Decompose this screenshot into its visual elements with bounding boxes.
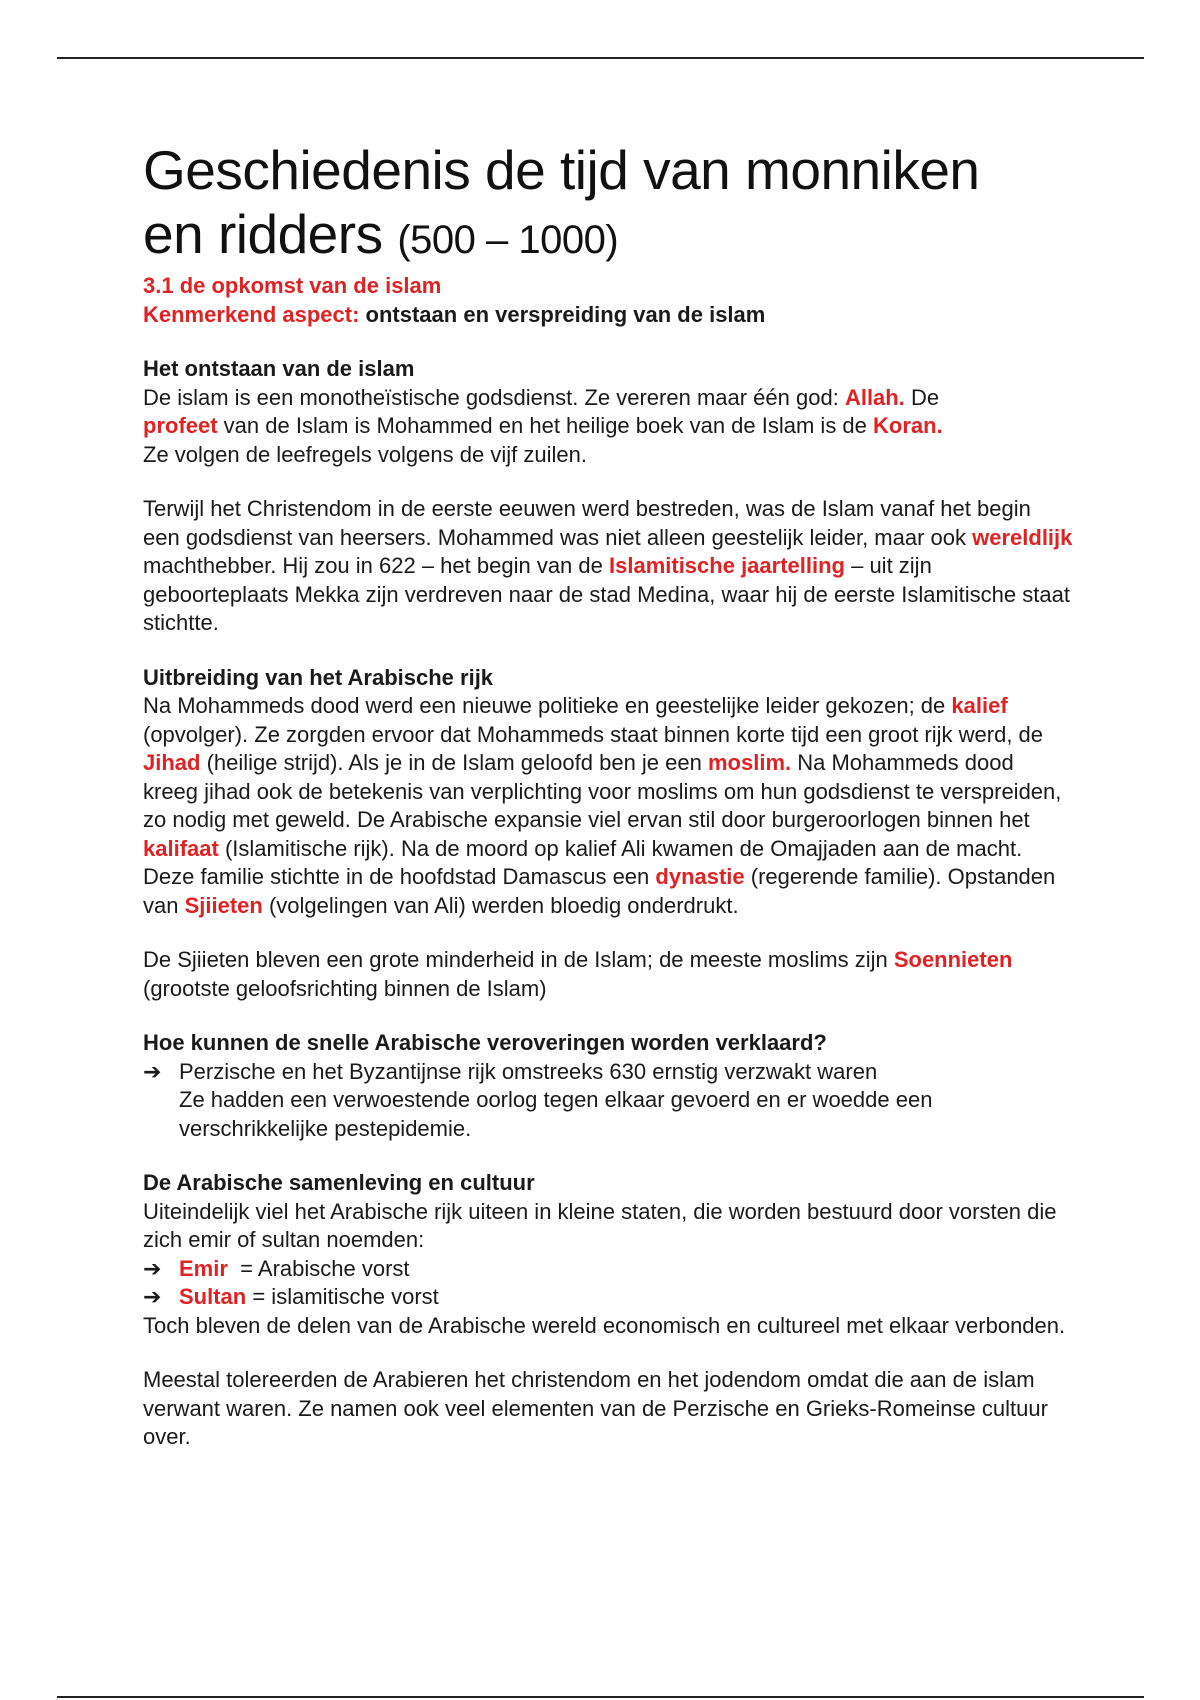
list-item: ➔ Emir = Arabische vorst (143, 1255, 1073, 1284)
aspect-text: ontstaan en verspreiding van de islam (365, 301, 766, 327)
aspect-label: Kenmerkend aspect: (143, 301, 360, 327)
title-years: (500 – 1000) (397, 218, 619, 262)
bottom-rule (57, 1696, 1144, 1698)
keyword-sultan: Sultan (179, 1284, 247, 1309)
keyword-emir: Emir (179, 1255, 228, 1281)
keyword-islamitische-jaartelling: Islamitische jaartelling (609, 553, 845, 578)
list-item: ➔ Sultan = islamitische vorst (143, 1283, 1073, 1312)
keyword-wereldlijk: wereldlijk (972, 524, 1073, 550)
keyword-allah: Allah. (844, 384, 905, 410)
keyword-dynastie: dynastie (655, 864, 745, 889)
paragraph-samenleving-2: Toch bleven de delen van de Arabische wereld economisch en cultureel met elkaar verbonden. (143, 1312, 1066, 1338)
section-heading-uitbreiding: Uitbreiding van het Arabische rijk (143, 664, 494, 690)
keyword-profeet: profeet (143, 413, 218, 438)
paragraph-uitbreiding-1: Na Mohammeds dood werd een nieuwe politieke en geestelijke leider gekozen; de kalief (opvolger). Ze zorgden ervoor dat Mohammeds staat binnen korte tijd een groot rijk werd, de Jihad (heilige strijd). Als je in de Islam geloofd ben je een moslim. Na Mohammeds dood kreeg jihad ook de betekenis van verplichting voor moslims om hun godsdienst te verspreiden, zo nodig met geweld. De Arabische expansie viel ervan stil door burgeroorlogen binnen het kalifaat (Islamitische rijk). Na de moord op kalief Ali kwamen de Omajjaden aan de macht. Deze familie stichtte in de hoofdstad Damascus een dynastie (regerende familie). Opstanden van Sjiieten (volgelingen van Ali) werden bloedig onderdrukt. (143, 693, 1062, 918)
title-line-2: en ridders (143, 203, 383, 265)
arrow-right-icon: ➔ (143, 1284, 162, 1309)
section-heading-veroveringen: Hoe kunnen de snelle Arabische veroveringen worden verklaard? (143, 1030, 827, 1055)
section-heading-samenleving: De Arabische samenleving en cultuur (143, 1170, 535, 1195)
keyword-moslim: moslim. (707, 750, 792, 775)
keyword-jihad: Jihad (143, 750, 201, 775)
paragraph-samenleving-3: Meestal tolereerden de Arabieren het christendom en het jodendom omdat die aan de islam verwant waren. Ze namen ook veel elementen van de Perzische en Grieks-Romeinse cultuur over. (143, 1367, 1048, 1449)
keyword-kalifaat: kalifaat (143, 835, 219, 861)
document-body (143, 138, 1073, 1452)
paragraph-ontstaan-2: Terwijl het Christendom in de eerste eeuwen werd bestreden, was de Islam vanaf het begin een godsdienst van heersers. Mohammed was niet alleen geestelijk leider, maar ook wereldlijk machthebber. Hij zou in 622 – het begin van de Islamitische jaartelling – uit zijn geboorteplaats Mekka zijn verdreven naar de stad Medina, waar hij de eerste Islamitische staat stichtte. (143, 496, 1073, 635)
top-rule (57, 57, 1144, 59)
keyword-koran: Koran. (873, 413, 943, 438)
aspect-line (143, 301, 1073, 330)
keyword-kalief: kalief (951, 693, 1008, 718)
section-heading-ontstaan: Het ontstaan van de islam (143, 356, 415, 381)
list-item: ➔ Perzische en het Byzantijnse rijk omstreeks 630 ernstig verzwakt waren Ze hadden een verwoestende oorlog tegen elkaar gevoerd en er woedde een verschrikkelijke pestepidemie. (143, 1058, 1073, 1144)
keyword-sjiieten: Sjiieten (184, 892, 263, 918)
keyword-soennieten: Soennieten (893, 947, 1013, 972)
arrow-right-icon: ➔ (143, 1058, 162, 1084)
chapter-heading: 3.1 de opkomst van de islam (143, 273, 442, 298)
title-line-1: Geschiedenis de tijd van monniken (143, 139, 980, 201)
paragraph-uitbreiding-2: De Sjiieten bleven een grote minderheid in de Islam; de meeste moslims zijn Soennieten (grootste geloofsrichting binnen de Islam) (143, 947, 1013, 1001)
page-title (143, 138, 1073, 272)
arrow-right-icon: ➔ (143, 1255, 162, 1281)
paragraph-samenleving-1: Uiteindelijk viel het Arabische rijk uiteen in kleine staten, die worden bestuurd door vorsten die zich emir of sultan noemden: (143, 1198, 1057, 1252)
paragraph-ontstaan-1: De islam is een monotheïstische godsdienst. Ze vereren maar één god: Allah. De profeet van de Islam is Mohammed en het heilige boek van de Islam is de Koran. Ze volgen de leefregels volgens de vijf zuilen. (143, 384, 943, 467)
